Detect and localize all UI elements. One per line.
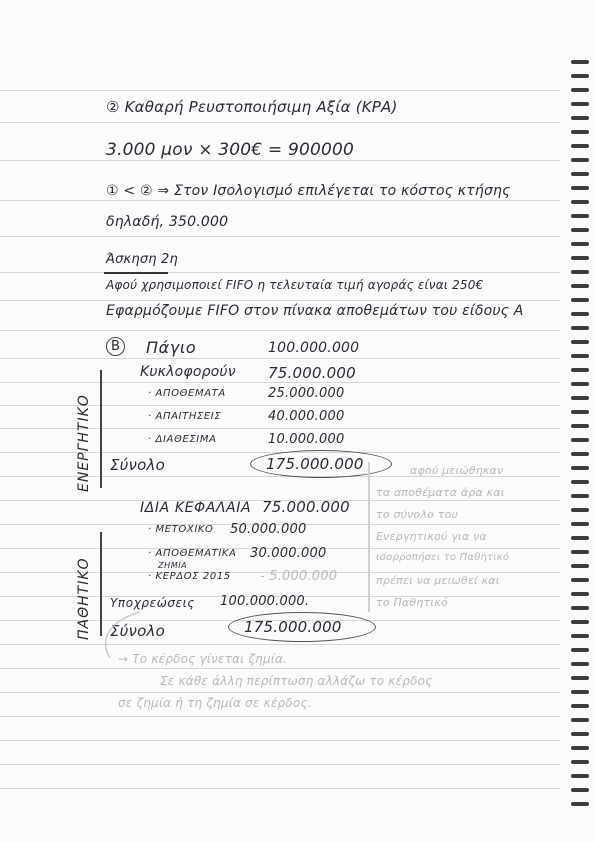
liability-label-1: · ΑΠΟΘΕΜΑΤΙΚΑ xyxy=(148,548,237,559)
liability-label-0: · ΜΕΤΟΧΙΚΟ xyxy=(148,524,214,535)
liability-value-1: 30.000.000 xyxy=(250,546,327,561)
asset-value-3: 40.000.000 xyxy=(268,409,345,424)
fifo-line-2: Εφαρμόζουμε FIFO στον πίνακα αποθεμάτων του είδους Α xyxy=(106,303,524,319)
asset-value-4: 10.000.000 xyxy=(268,432,345,447)
asset-label-1: Κυκλοφορούν xyxy=(140,364,236,380)
obligations-label: Υποχρεώσεις xyxy=(110,596,195,610)
bottom-note-line: Σε κάθε άλλη περίπτωση αλλάζω το κέρδος xyxy=(160,674,433,688)
side-note-line: Ενεργητικού για να xyxy=(376,530,487,543)
side-note-line: ισορροπήσει το Παθητικό xyxy=(376,552,510,563)
assets-total-value: 175.000.000 xyxy=(266,455,364,473)
side-note-line: το σύνολο του xyxy=(376,508,459,521)
side-note-divider xyxy=(368,462,370,612)
asset-value-1: 75.000.000 xyxy=(268,364,356,382)
side-note-line: αφού μειώθηκαν xyxy=(410,464,504,477)
asset-label-3: · ΑΠΑΙΤΗΣΕΙΣ xyxy=(148,411,222,422)
liabilities-vertical-label: ΠΑΘΗΤΙΚΟ xyxy=(76,557,92,640)
assets-vertical-label: ΕΝΕΡΓΗΤΙΚΟ xyxy=(76,394,92,492)
asset-value-0: 100.000.000 xyxy=(268,340,360,356)
part-b-marker xyxy=(106,337,125,356)
profit-value: - 5.000.000 xyxy=(260,569,338,584)
asset-value-2: 25.000.000 xyxy=(268,386,345,401)
exercise-title-underline xyxy=(104,272,168,274)
assets-bracket xyxy=(100,370,102,488)
bottom-note-line: σε ζημία ή τη ζημία σε κέρδος. xyxy=(118,696,312,710)
profit-label: · ΚΕΡΔΟΣ 2015 xyxy=(148,571,231,582)
calc-line: 3.000 μον × 300€ = 900000 xyxy=(106,140,355,160)
asset-label-4: · ΔΙΑΘΕΣΙΜΑ xyxy=(148,434,217,445)
liability-value-0: 50.000.000 xyxy=(230,522,307,537)
asset-label-0: Πάγιο xyxy=(146,338,197,357)
exercise-title: Άσκηση 2η xyxy=(106,252,178,267)
obligations-value: 100.000.000. xyxy=(220,594,310,609)
equity-value: 75.000.000 xyxy=(262,498,350,516)
section2-title: ② Καθαρή Ρευστοποιήσιμη Αξία (ΚΡΑ) xyxy=(106,98,398,116)
bottom-note-line: → Το κέρδος γίνεται ζημία. xyxy=(118,652,288,666)
equity-label: ΙΔΙΑ ΚΕΦΑΛΑΙΑ xyxy=(140,500,252,516)
comparison-line-2: δηλαδή, 350.000 xyxy=(106,214,229,230)
assets-total-label: Σύνολο xyxy=(110,456,165,474)
fifo-line-1: Αφού χρησιμοποιεί FIFO η τελευταία τιμή αγοράς είναι 250€ xyxy=(106,278,484,292)
liabilities-total-label: Σύνολο xyxy=(110,622,165,640)
loss-overwrite: ΖΗΜΙΑ xyxy=(158,561,188,570)
spiral-binding xyxy=(567,60,589,820)
asset-label-2: · ΑΠΟΘΕΜΑΤΑ xyxy=(148,388,226,399)
liabilities-total-value: 175.000.000 xyxy=(244,618,342,636)
side-note-line: πρέπει να μειωθεί και xyxy=(376,574,500,587)
comparison-line-1: ① < ② ⇒ Στον Ισολογισμό επιλέγεται το κόστος κτήσης xyxy=(106,183,511,199)
side-note-line: τα αποθέματα άρα και xyxy=(376,486,505,499)
part-b-letter: Β xyxy=(106,337,125,356)
side-note-line: το Παθητικό xyxy=(376,596,448,609)
